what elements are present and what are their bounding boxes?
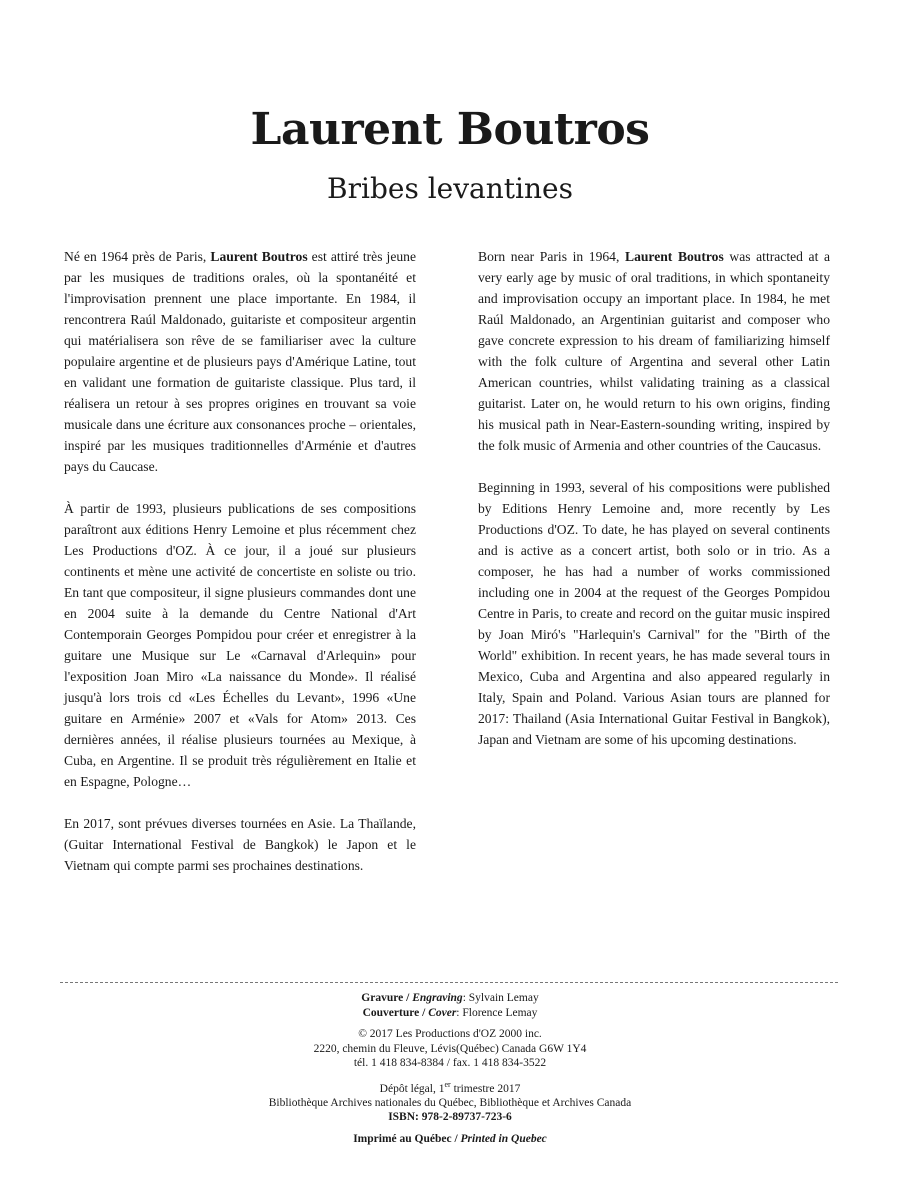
french-p1-rest: est attiré très jeune par les musiques de traditions orales, où la spontanéité et l'improvisation prennent une place importante. En 1984, il rencontrera Raúl Maldonado, guitariste et compositeur argentin qui matérialisera son rêve de se familiariser avec la culture populaire argentine et de plusieurs pays d'Amérique Latine, tout en validant une formation de guitariste classique. Plus tard, il réalisera un retour à ses propres origines en trouvant sa voie musicale dans une écriture aux consonances proche – orientales, inspiré par les musiques traditionnelles d'Arménie et d'autres pays du Caucase.	[64, 249, 416, 474]
cover-credit	[0, 1006, 900, 1021]
libraries-line: Bibliothèque Archives nationales du Québec, Bibliothèque et Archives Canada	[268, 1096, 632, 1109]
french-paragraph-3: En 2017, sont prévues diverses tournées en Asie. La Thaïlande, (Guitar International Festival de Bangkok) le Japon et le Vietnam qui compte parmi ses prochaines destinations.	[64, 816, 416, 873]
ordinal-superscript: er	[444, 1079, 451, 1089]
french-p1-intro: Né en 1964 près de Paris,	[64, 249, 211, 264]
english-p1-rest: was attracted at a very early age by music of oral traditions, in which spontaneity and improvisation occupy an important place. In 1984, he met Raúl Maldonado, an Argentinian guitarist and composer who gave concrete expression to his dream of familiarizing himself with the folk culture of Argentina and several other Latin American countries, whilst validating training as a classical guitarist. Later on, he would return to his own origins, finding his musical path in Near-Eastern-sounding writing, inspired by the folk music of Armenia and other countries of the Caucasus.	[478, 249, 831, 453]
english-paragraph-1	[478, 246, 830, 456]
printed-fr: Imprimé au Québec /	[353, 1132, 461, 1145]
french-p1-name: Laurent Boutros	[210, 249, 308, 264]
engraving-label-en: Engraving	[412, 992, 463, 1004]
french-biography-column	[64, 246, 416, 897]
printed-en: Printed in Quebec	[460, 1132, 547, 1145]
legal-deposit: Dépôt légal, 1er trimestre 2017	[379, 1079, 521, 1095]
english-biography-column	[478, 246, 830, 771]
engraving-credit	[0, 991, 900, 1006]
english-p1-name: Laurent Boutros	[625, 249, 724, 264]
publisher-address: 2220, chemin du Fleuve, Lévis(Québec) Canada G6W 1Y4	[313, 1042, 587, 1055]
engraving-value: : Sylvain Lemay	[462, 992, 539, 1004]
dashed-divider	[60, 982, 838, 983]
engraving-label: Gravure /	[361, 992, 413, 1004]
cover-value: : Florence Lemay	[456, 1006, 538, 1019]
isbn: ISBN: 978-2-89737-723-6	[388, 1111, 512, 1124]
french-paragraph-1	[64, 246, 416, 477]
publisher-phone: tél. 1 418 834-8384 / fax. 1 418 834-3522	[353, 1057, 547, 1069]
cover-label-en: Cover	[428, 1006, 457, 1019]
copyright-line: © 2017 Les Productions d'OZ 2000 inc.	[358, 1028, 542, 1040]
work-subtitle: Bribes levantines	[327, 172, 573, 205]
cover-label: Couverture /	[362, 1006, 429, 1019]
composer-name-title: Laurent Boutros	[250, 104, 650, 155]
english-p1-intro: Born near Paris in 1964,	[478, 249, 625, 264]
publication-credits	[0, 991, 900, 1146]
english-paragraph-2: Beginning in 1993, several of his compositions were published by Editions Henry Lemoine and, more recently by Les Productions d'OZ. To date, he has played on several continents and is active as a concert artist, both solo or in trio. As a composer, he has had a number of works commissioned including one in 2004 at the request of the Georges Pompidou Centre in Paris, to create and record on the guitar music inspired by Joan Miró's "Harlequin's Carnival" for the "Birth of the World" exhibition. In recent years, he has made several tours in Mexico, Cuba and Argentina and also appeared regularly in Italy, Spain and Poland. Various Asian tours are planned for 2017: Thailand (Asia International Guitar Festival in Bangkok), Japan and Vietnam are some of his upcoming destinations.	[478, 480, 830, 747]
french-paragraph-2: À partir de 1993, plusieurs publications de ses compositions paraîtront aux éditions Henry Lemoine et plus récemment chez Les Productions d'OZ. À ce jour, il a joué sur plusieurs continents et mène une activité de concertiste en soliste ou trio. En tant que compositeur, il signe plusieurs commandes dont une en 2004 suite à la demande du Centre National d'Art Contemporain Georges Pompidou pour créer et enregistrer à la guitare une Musique sur Le «Carnaval d'Arlequin» pour l'exposition Joan Miro «La naissance du Monde». Il réalisé jusqu'à lors trois cd «Les Échelles du Levant», 1996 «Une guitare en Arménie» 2007 et «Vals for Atom» 2013. Ces dernières années, il réalise plusieurs tournées au Mexique, à Cuba, en Argentine. Il se produit très régulièrement en Italie et en Espagne, Pologne…	[64, 501, 416, 789]
printed-in	[0, 1132, 900, 1147]
